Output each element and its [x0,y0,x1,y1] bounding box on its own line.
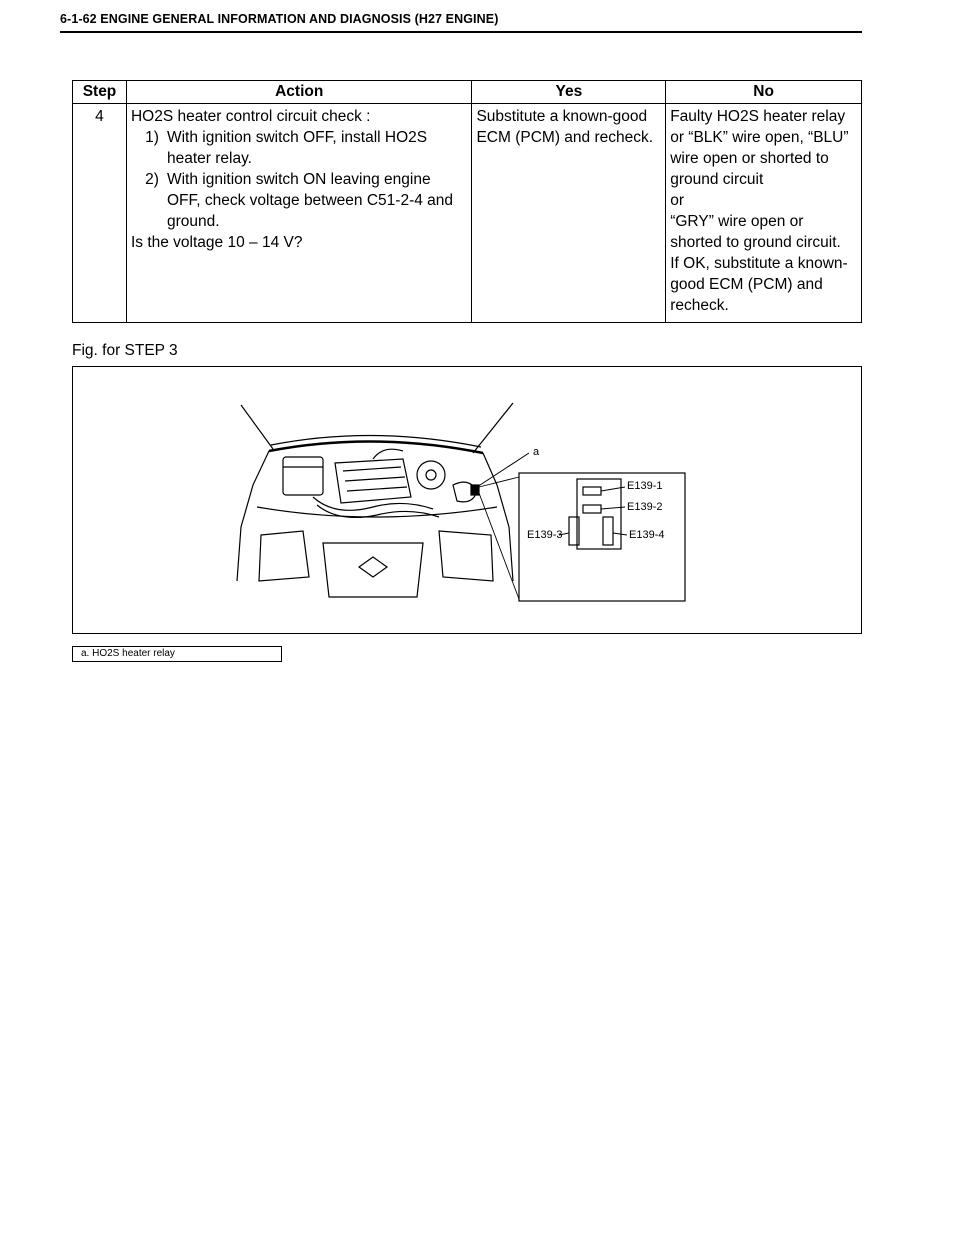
column-header-action: Action [126,81,472,104]
page-header: 6-1-62 ENGINE GENERAL INFORMATION AND DIAGNOSIS (H27 ENGINE) [60,12,499,26]
terminal-label: E139-4 [629,529,665,541]
figure-box [72,366,862,634]
terminal-label: E139-2 [627,501,663,513]
diagnosis-table [72,80,862,323]
no-cell [666,104,862,323]
no-line: or [670,192,685,209]
action-item-number: 1) [145,129,159,146]
step-number: 4 [73,104,127,323]
header-rule [60,31,862,33]
action-title: HO2S heater control circuit check : [130,108,371,125]
column-header-no: No [666,81,862,104]
figure-legend: a. HO2S heater relay [72,646,282,662]
callout-label-a: a [533,446,540,458]
no-line: If OK, substitute a known-good ECM (PCM) and recheck. [670,255,848,314]
yes-cell: Substitute a known-good ECM (PCM) and recheck. [472,104,666,323]
figure-title: Fig. for STEP 3 [72,342,178,359]
column-header-yes: Yes [472,81,666,104]
no-line: Faulty HO2S heater relay or “BLK” wire open, “BLU” wire open or shorted to ground circuit [670,108,849,188]
table-header-row [73,81,862,104]
terminal-label: E139-1 [627,480,663,492]
action-item [131,127,468,169]
action-question: Is the voltage 10 – 14 V? [130,234,303,251]
action-item-text: With ignition switch ON leaving engine OFF, check voltage between C51-2-4 and ground. [166,171,454,230]
action-item-number: 2) [145,171,159,188]
column-header-step: Step [73,81,127,104]
engine-bay-illustration [73,367,861,633]
action-cell [126,104,472,323]
table-row [73,104,862,323]
no-line: “GRY” wire open or shorted to ground circuit. [670,213,841,251]
action-item-text: With ignition switch OFF, install HO2S heater relay. [166,129,428,167]
terminal-label: E139-3 [527,529,563,541]
action-item [131,169,468,232]
